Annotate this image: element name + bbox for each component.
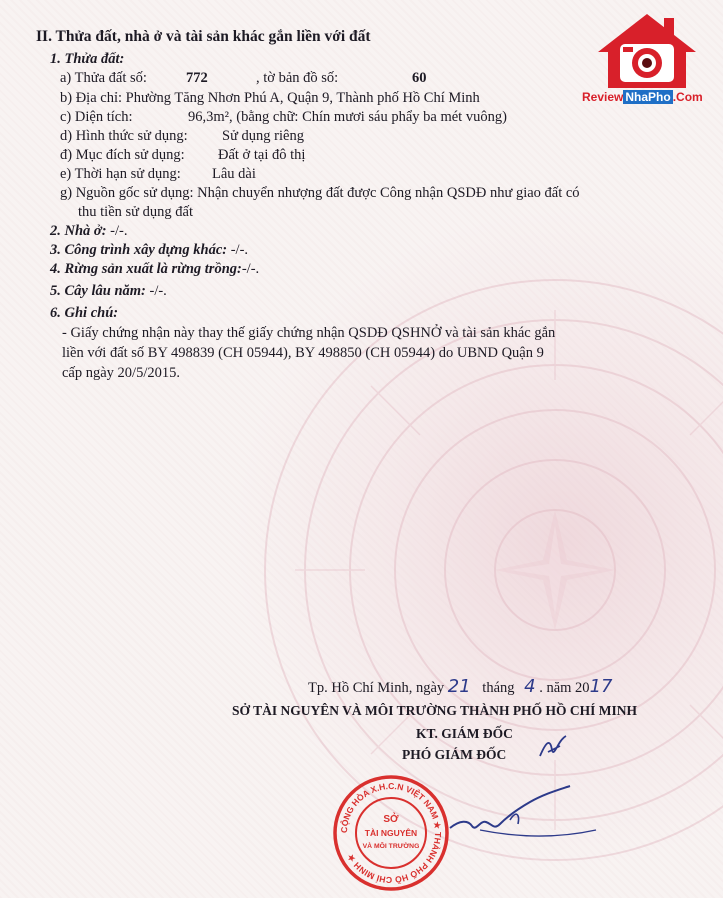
land-parcel-label: a) Thửa đất số:: [60, 70, 147, 86]
signing-place: Tp. Hồ Chí Minh, ngày: [308, 680, 445, 696]
signing-date: [308, 678, 612, 697]
other-works-heading: 3. Công trình xây dựng khác:: [50, 242, 228, 258]
forest-row: [50, 260, 259, 278]
signing-day: 21: [447, 676, 471, 697]
seal-center-2: TÀI NGUYÊN: [364, 828, 418, 838]
land-term-label: e) Thời hạn sử dụng:: [60, 166, 181, 182]
seal-center-3: VÀ MÔI TRƯỜNG: [362, 843, 420, 850]
forest-value: -/-.: [241, 261, 260, 277]
signing-year-label: . năm 20: [539, 680, 590, 696]
land-term-value: Lâu dài: [212, 166, 256, 182]
perennial-heading: 5. Cây lâu năm:: [50, 283, 146, 299]
land-purpose-value: Đất ở tại đô thị: [218, 147, 306, 163]
notes-heading: 6. Ghi chú:: [50, 305, 119, 321]
other-works-value: -/-.: [227, 242, 249, 258]
house-camera-icon: [592, 10, 702, 92]
seal-ring-text: CỘNG HÒA X.H.C.N VIỆT NAM ★ THÀNH PHỐ HỒ CHÍ MINH ★: [338, 780, 444, 886]
land-area-label: c) Diện tích:: [60, 109, 133, 125]
land-map-sheet-number: 60: [412, 70, 427, 86]
section-title: II. Thửa đất, nhà ở và tài sản khác gắn liền với đất: [36, 28, 371, 45]
house-heading: 2. Nhà ở:: [50, 223, 107, 239]
land-area-value: 96,3m², (bằng chữ: Chín mươi sáu phẩy ba mét vuông): [188, 109, 507, 125]
land-usage-form-value: Sử dụng riêng: [222, 128, 304, 144]
perennial-value: -/-.: [145, 283, 167, 299]
other-works-row: [50, 241, 248, 259]
land-heading: 1. Thửa đất:: [50, 51, 125, 67]
land-parcel-number: 772: [186, 70, 208, 86]
signing-year: 17: [589, 676, 613, 697]
initial-signature: [536, 732, 572, 762]
director-signature: [420, 780, 600, 850]
signing-month: 4: [524, 676, 536, 697]
reviewnhapho-logo: [582, 10, 722, 106]
land-origin-line2: thu tiền sử dụng đất: [78, 204, 193, 220]
land-map-sheet-label: , tờ bản đồ số:: [256, 70, 339, 86]
house-row: [50, 222, 127, 240]
signing-month-label: tháng: [482, 680, 515, 696]
land-address: b) Địa chỉ: Phường Tăng Nhơn Phú A, Quận 9, Thành phố Hồ Chí Minh: [60, 90, 480, 106]
notes-line3: cấp ngày 20/5/2015.: [62, 365, 180, 381]
land-origin-line1: g) Nguồn gốc sử dụng: Nhận chuyển nhượng đất được Công nhận QSDĐ như giao đất có: [60, 185, 580, 201]
notes-line1: - Giấy chứng nhận này thay thế giấy chứng nhận QSDĐ QSHNỞ và tài sản khác gắn: [62, 325, 556, 341]
land-purpose-label: đ) Mục đích sử dụng:: [60, 147, 185, 163]
signing-office: SỞ TÀI NGUYÊN VÀ MÔI TRƯỜNG THÀNH PHỐ HỒ CHÍ MINH: [232, 703, 638, 718]
perennial-row: [50, 282, 167, 300]
land-usage-form-label: d) Hình thức sử dụng:: [60, 128, 188, 144]
seal-center-1: SỞ: [383, 814, 399, 825]
notes-line2: liền với đất số BY 498839 (CH 05944), BY 498850 (CH 05944) do UBND Quận 9: [62, 345, 544, 361]
signing-title-2: PHÓ GIÁM ĐỐC: [402, 747, 507, 762]
signing-title-1: KT. GIÁM ĐỐC: [416, 726, 513, 741]
forest-heading: 4. Rừng sản xuất là rừng trồng:: [50, 261, 242, 277]
logo-wordmark: Review NhaPho .Com: [582, 90, 703, 104]
house-value: -/-.: [106, 223, 128, 239]
